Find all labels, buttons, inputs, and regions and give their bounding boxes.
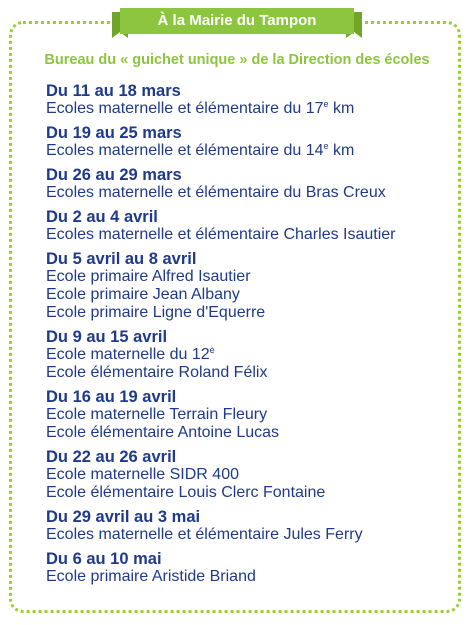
schedule-entry bbox=[46, 388, 456, 442]
schedule-entry bbox=[46, 328, 456, 382]
school-line: Ecoles maternelle et élémentaire du 17e km bbox=[46, 99, 355, 117]
entry-date: Du 5 avril au 8 avril bbox=[46, 250, 197, 268]
schedule-entry bbox=[46, 82, 456, 118]
entry-date: Du 6 au 10 mai bbox=[46, 550, 162, 568]
school-line: Ecole élémentaire Louis Clerc Fontaine bbox=[46, 484, 326, 501]
school-line: Ecoles maternelle et élémentaire du Bras Creux bbox=[46, 184, 386, 201]
schedule-entry bbox=[46, 550, 456, 586]
schedule-entry bbox=[46, 166, 456, 202]
entry-date: Du 9 au 15 avril bbox=[46, 328, 168, 346]
school-line: Ecoles maternelle et élémentaire Charles Isautier bbox=[46, 226, 396, 243]
entry-date: Du 29 avril au 3 mai bbox=[46, 508, 201, 526]
schedule-entry bbox=[46, 124, 456, 160]
school-line: Ecoles maternelle et élémentaire Jules Ferry bbox=[46, 526, 363, 543]
school-line: Ecole élémentaire Roland Félix bbox=[46, 364, 268, 381]
ordinal-superscript: e bbox=[323, 141, 329, 151]
title-ribbon bbox=[112, 8, 362, 38]
school-line: Ecole maternelle du $12^è$ bbox=[46, 345, 215, 363]
schedule-entry bbox=[46, 448, 456, 502]
ordinal-superscript: è bbox=[209, 345, 215, 355]
school-line: Ecole primaire Ligne d'Equerre bbox=[46, 304, 266, 321]
school-line: Ecole primaire Jean Albany bbox=[46, 286, 240, 303]
entry-date: Du 11 au 18 mars bbox=[46, 82, 181, 100]
schedule-list bbox=[46, 82, 456, 592]
subtitle: Bureau du « guichet unique » de la Direction des écoles bbox=[44, 52, 430, 68]
entry-date: Du 2 au 4 avril bbox=[46, 208, 158, 226]
school-line: Ecole maternelle Terrain Fleury bbox=[46, 406, 268, 423]
schedule-entry bbox=[46, 250, 456, 322]
entry-date: Du 19 au 25 mars bbox=[46, 124, 182, 142]
school-line: Ecole élémentaire Antoine Lucas bbox=[46, 424, 280, 441]
entry-date: Du 22 au 26 avril bbox=[46, 448, 177, 466]
entry-date: Du 16 au 19 avril bbox=[46, 388, 177, 406]
schedule-entry bbox=[46, 208, 456, 244]
school-line: Ecoles maternelle et élémentaire du 14e km bbox=[46, 141, 355, 159]
page-title: À la Mairie du Tampon bbox=[157, 12, 317, 29]
school-line: Ecole primaire Alfred Isautier bbox=[46, 268, 251, 285]
school-line: Ecole primaire Aristide Briand bbox=[46, 568, 256, 585]
ordinal-superscript: e bbox=[323, 99, 329, 109]
entry-date: Du 26 au 29 mars bbox=[46, 166, 182, 184]
school-line: Ecole maternelle SIDR 400 bbox=[46, 466, 239, 483]
schedule-entry bbox=[46, 508, 456, 544]
